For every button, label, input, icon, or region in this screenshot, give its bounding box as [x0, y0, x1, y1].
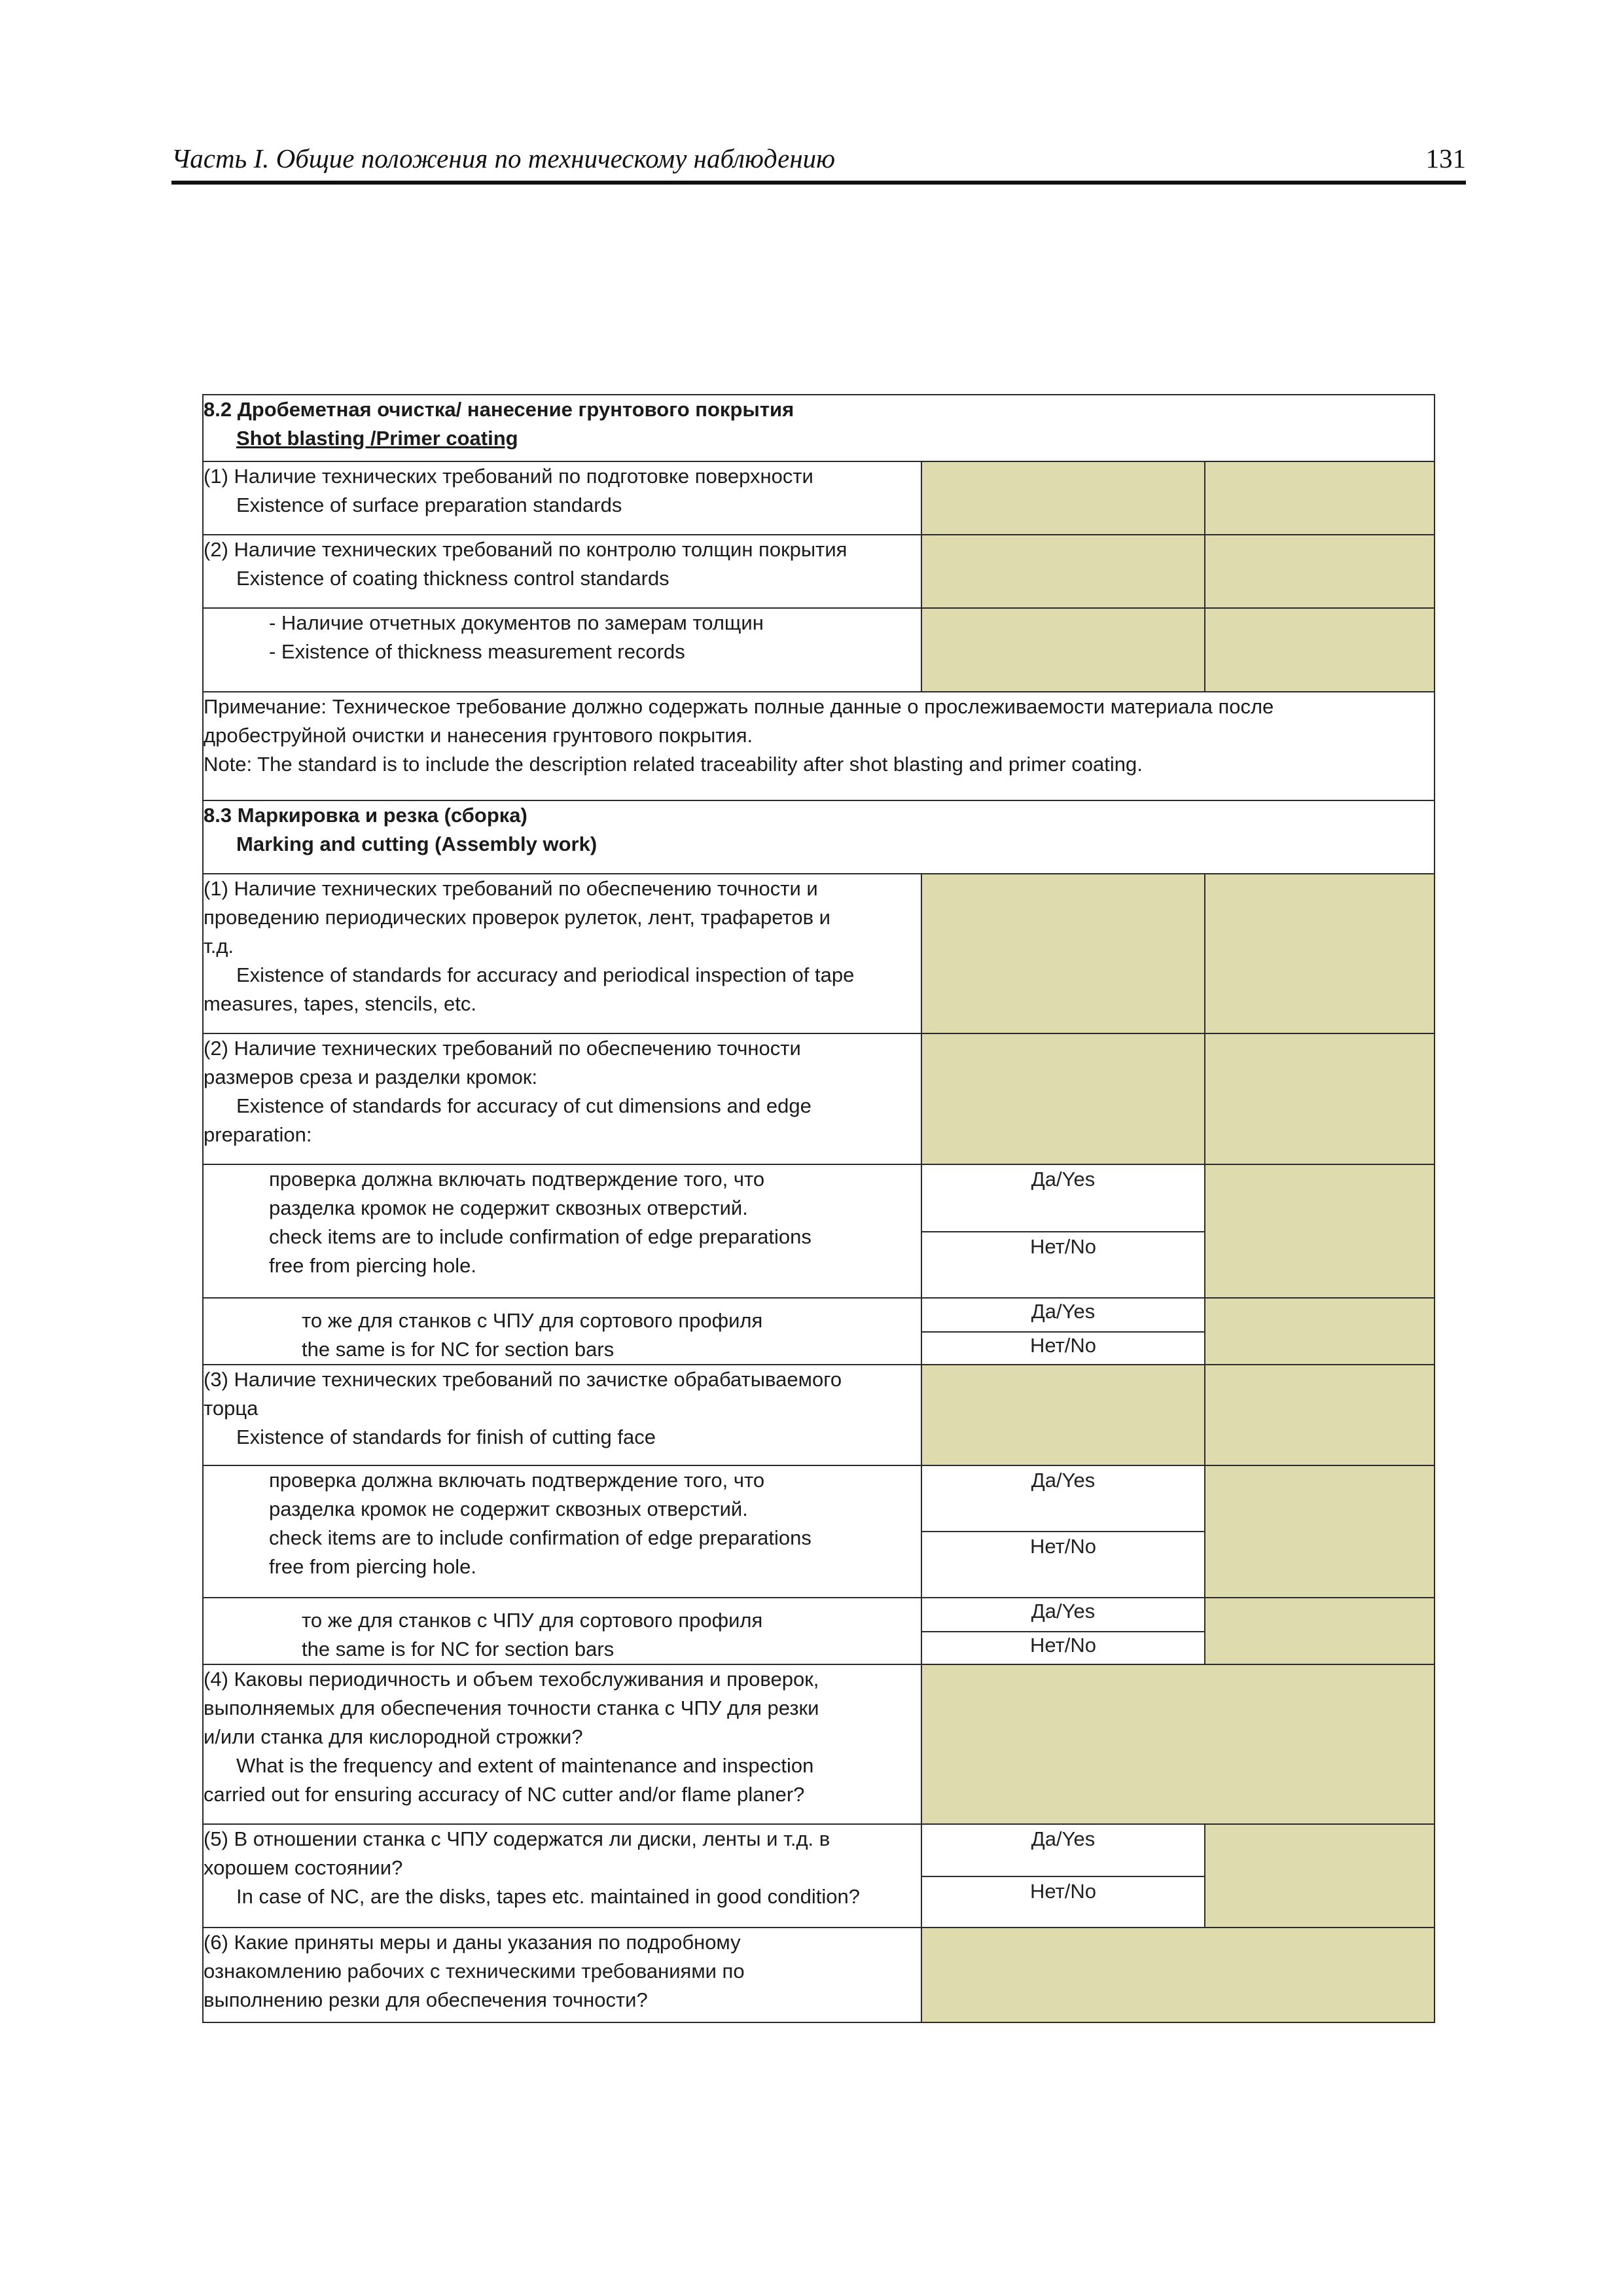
section-8-2-title-ru: 8.2 Дробеметная очистка/ нанесение грунтового покрытия — [204, 398, 794, 421]
remark-cell[interactable] — [1205, 461, 1435, 535]
remark-cell[interactable] — [1205, 608, 1435, 692]
check-ru-2: разделка кромок не содержит сквозных отверстий. — [269, 1498, 748, 1520]
section-8-3-title-en: Marking and cutting (Assembly work) — [236, 833, 597, 855]
section-8-3-title-ru: 8.3 Маркировка и резка (сборка) — [204, 804, 527, 827]
s83-q4-ru-3: и/или станка для кислородной строжки? — [204, 1725, 583, 1748]
remark-cell[interactable] — [1205, 1465, 1435, 1598]
s83-q1-en-2: measures, tapes, stencils, etc. — [204, 992, 476, 1015]
s83-check-item — [203, 1465, 1435, 1532]
s83-q4-en-1: What is the frequency and extent of maintenance and inspection — [236, 1754, 814, 1777]
checklist-table — [202, 394, 1435, 2023]
s83-q2-ru-2: размеров среза и разделки кромок: — [204, 1066, 538, 1088]
check-ru-1: проверка должна включать подтверждение того, что — [269, 1469, 765, 1492]
s82-note-en: Note: The standard is to include the description related traceability after shot blasting and primer coating. — [204, 753, 1143, 776]
no-option[interactable]: Нет/No — [921, 1532, 1205, 1598]
yes-option[interactable]: Да/Yes — [921, 1598, 1205, 1632]
check-en-2: free from piercing hole. — [269, 1555, 477, 1578]
nc-en: the same is for NC for section bars — [302, 1338, 615, 1361]
s82-note — [203, 692, 1435, 800]
no-option[interactable]: Нет/No — [921, 1632, 1205, 1665]
s83-question-2 — [203, 1033, 1435, 1164]
s83-question-5 — [203, 1824, 1435, 1876]
s82-question-2 — [203, 535, 1435, 608]
answer-cell[interactable] — [921, 608, 1205, 692]
s82-question-1 — [203, 461, 1435, 535]
answer-cell[interactable] — [921, 1033, 1205, 1164]
section-8-3-header — [203, 800, 1435, 874]
s83-q3-ru-1: (3) Наличие технических требований по зачистке обрабатываемого — [204, 1368, 842, 1391]
s83-nc-item — [203, 1298, 1435, 1332]
s82-note-ru-1: Примечание: Техническое требование должно содержать полные данные о прослеживаемости материала после — [204, 695, 1274, 718]
yes-option[interactable]: Да/Yes — [921, 1824, 1205, 1876]
s83-q6-ru-3: выполнению резки для обеспечения точности? — [204, 1988, 648, 2011]
s83-q5-en: In case of NC, are the disks, tapes etc. maintained in good condition? — [236, 1885, 860, 1908]
remark-cell[interactable] — [1205, 1598, 1435, 1664]
s83-q1-ru-3: т.д. — [204, 935, 234, 958]
s83-q5-ru-2: хорошем состоянии? — [204, 1856, 403, 1879]
check-ru-2: разделка кромок не содержит сквозных отверстий. — [269, 1196, 748, 1219]
s83-q6-ru-1: (6) Какие приняты меры и даны указания по подробному — [204, 1931, 741, 1954]
s83-q3-ru-2: торца — [204, 1397, 259, 1420]
check-en-1: check items are to include confirmation of edge preparations — [269, 1526, 812, 1549]
remark-cell[interactable] — [1205, 1164, 1435, 1298]
no-option[interactable]: Нет/No — [921, 1876, 1205, 1928]
s83-q4-ru-1: (4) Каковы периодичность и объем техобслуживания и проверок, — [204, 1668, 819, 1691]
s83-check-item — [203, 1164, 1435, 1232]
s82-q2-en: Existence of coating thickness control standards — [236, 567, 669, 590]
s83-q5-ru-1: (5) В отношении станка с ЧПУ содержатся ли диски, ленты и т.д. в — [204, 1827, 830, 1850]
s83-question-1 — [203, 874, 1435, 1033]
s83-question-3 — [203, 1365, 1435, 1465]
remark-cell[interactable] — [1205, 1365, 1435, 1465]
page-number: 131 — [1425, 143, 1466, 173]
answer-cell[interactable] — [921, 1928, 1435, 2022]
check-en-2: free from piercing hole. — [269, 1254, 477, 1277]
running-header — [171, 143, 1466, 185]
yes-option[interactable]: Да/Yes — [921, 1465, 1205, 1532]
s82-q2a-en: - Existence of thickness measurement records — [269, 640, 685, 663]
nc-ru: то же для станков с ЧПУ для сортового профиля — [302, 1309, 763, 1332]
remark-cell[interactable] — [1205, 1298, 1435, 1365]
s82-q1-en: Existence of surface preparation standards — [236, 493, 622, 516]
s82-q2-ru: (2) Наличие технических требований по контролю толщин покрытия — [204, 538, 847, 561]
remark-cell[interactable] — [1205, 1033, 1435, 1164]
s82-q2a-ru: - Наличие отчетных документов по замерам толщин — [269, 611, 764, 634]
section-8-2-header — [203, 395, 1435, 461]
s82-note-ru-2: дробеструйной очистки и нанесения грунтового покрытия. — [204, 724, 753, 747]
remark-cell[interactable] — [1205, 874, 1435, 1033]
answer-cell[interactable] — [921, 874, 1205, 1033]
s83-q6-ru-2: ознакомлению рабочих с техническими требованиями по — [204, 1960, 745, 1982]
s83-q3-en: Existence of standards for finish of cutting face — [236, 1426, 656, 1448]
nc-en: the same is for NC for section bars — [302, 1638, 615, 1660]
s83-q2-en-2: preparation: — [204, 1123, 312, 1146]
answer-cell[interactable] — [921, 535, 1205, 608]
s83-question-6 — [203, 1928, 1435, 2022]
yes-option[interactable]: Да/Yes — [921, 1164, 1205, 1232]
nc-ru: то же для станков с ЧПУ для сортового профиля — [302, 1609, 763, 1632]
s83-q1-ru-1: (1) Наличие технических требований по обеспечению точности и — [204, 877, 818, 900]
answer-cell[interactable] — [921, 1664, 1435, 1824]
answer-cell[interactable] — [921, 461, 1205, 535]
yes-option[interactable]: Да/Yes — [921, 1298, 1205, 1332]
s82-q1-ru: (1) Наличие технических требований по подготовке поверхности — [204, 465, 813, 488]
check-en-1: check items are to include confirmation of edge preparations — [269, 1225, 812, 1248]
s83-q2-en-1: Existence of standards for accuracy of cut dimensions and edge — [236, 1094, 812, 1117]
s83-question-4 — [203, 1664, 1435, 1824]
s83-nc-item — [203, 1598, 1435, 1632]
no-option[interactable]: Нет/No — [921, 1332, 1205, 1365]
s83-q4-ru-2: выполняемых для обеспечения точности станка с ЧПУ для резки — [204, 1696, 819, 1719]
remark-cell[interactable] — [1205, 535, 1435, 608]
answer-cell[interactable] — [921, 1365, 1205, 1465]
check-ru-1: проверка должна включать подтверждение того, что — [269, 1168, 765, 1191]
running-title: Часть I. Общие положения по техническому наблюдению — [171, 143, 836, 173]
section-8-2-title-en: Shot blasting /Primer coating — [236, 427, 518, 450]
s83-q1-ru-2: проведению периодических проверок рулеток, лент, трафаретов и — [204, 906, 830, 929]
s83-q1-en-1: Existence of standards for accuracy and periodical inspection of tape — [236, 963, 855, 986]
s83-q4-en-2: carried out for ensuring accuracy of NC cutter and/or flame planer? — [204, 1783, 805, 1806]
s83-q2-ru-1: (2) Наличие технических требований по обеспечению точности — [204, 1037, 801, 1060]
no-option[interactable]: Нет/No — [921, 1232, 1205, 1298]
remark-cell[interactable] — [1205, 1824, 1435, 1928]
s82-question-2a — [203, 608, 1435, 692]
